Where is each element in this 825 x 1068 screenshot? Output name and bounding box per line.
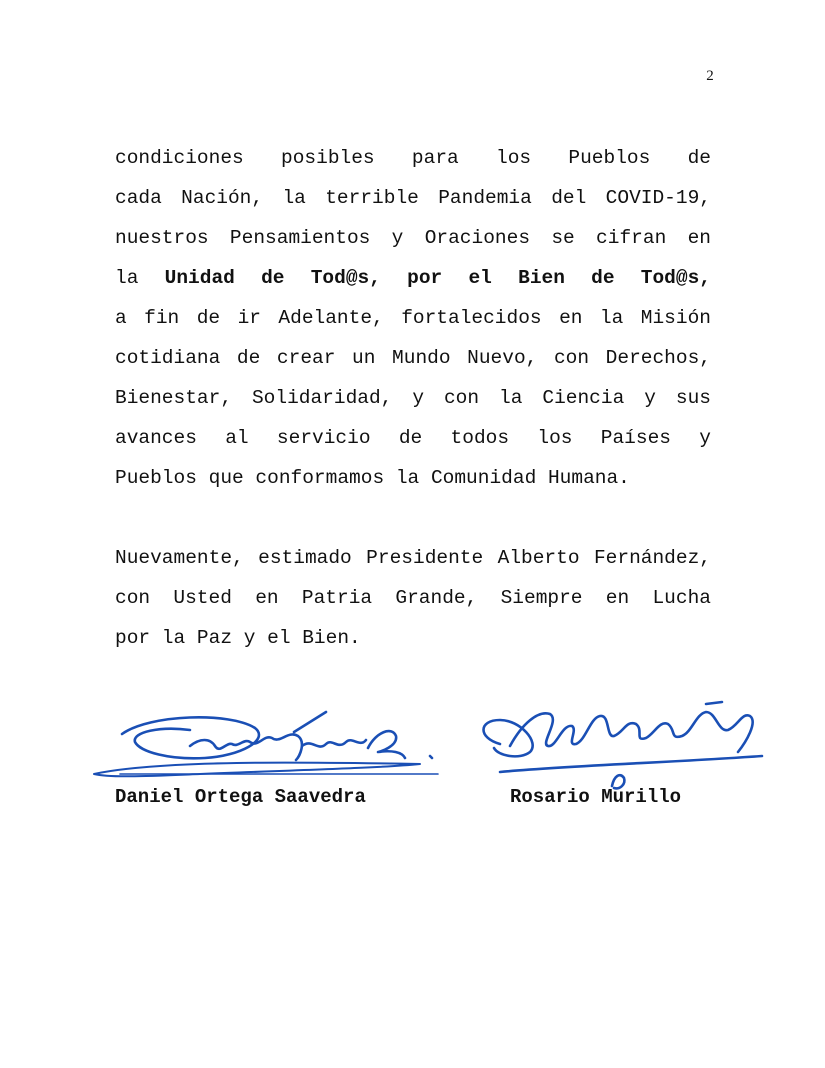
page-number: 2	[706, 68, 714, 84]
paragraph-line: con Usted en Patria Grande, Siempre en Lucha	[115, 587, 711, 609]
line-suffix: ,	[699, 267, 711, 289]
line-prefix: la	[115, 267, 165, 289]
signer-name-2: Rosario Murillo	[510, 786, 682, 808]
bold-phrase: Unidad de Tod@s, por el Bien de Tod@s	[164, 267, 700, 289]
paragraph-line: Bienestar, Solidaridad, y con la Ciencia y sus	[115, 387, 711, 409]
paragraph-2	[115, 538, 711, 658]
paragraph-line: avances al servicio de todos los Países y	[115, 427, 711, 449]
signature-2	[484, 702, 763, 772]
paragraph-line: nuestros Pensamientos y Oraciones se cifran en	[115, 227, 711, 249]
signer-name-1: Daniel Ortega Saavedra	[115, 786, 366, 808]
paragraph-line: cada Nación, la terrible Pandemia del COVID-19,	[115, 187, 711, 209]
signature-1	[122, 712, 432, 760]
paragraph-1	[115, 138, 711, 498]
paragraph-line: cotidiana de crear un Mundo Nuevo, con Derechos,	[115, 347, 711, 369]
paragraph-line: Nuevamente, estimado Presidente Alberto Fernández,	[115, 547, 711, 569]
paragraph-line-emphasis	[115, 258, 711, 298]
paragraph-line: Pueblos que conformamos la Comunidad Humana.	[115, 467, 630, 489]
paragraph-line: a fin de ir Adelante, fortalecidos en la Misión	[115, 307, 711, 329]
paragraph-line: condiciones posibles para los Pueblos de	[115, 147, 711, 169]
paragraph-line: por la Paz y el Bien.	[115, 627, 361, 649]
